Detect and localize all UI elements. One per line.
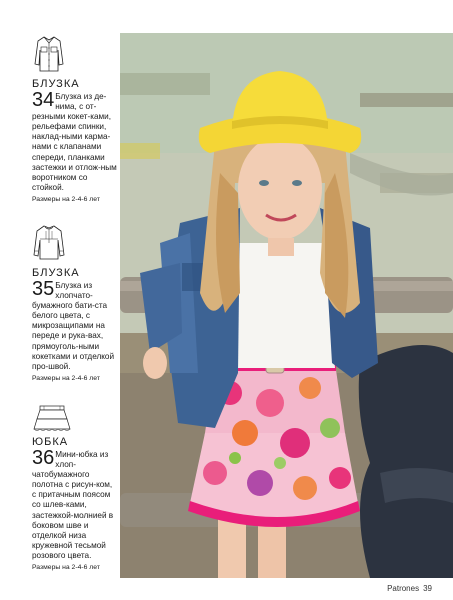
page-number: 39 [423, 584, 432, 593]
item-number: 34 [32, 89, 55, 111]
item-description [32, 89, 118, 193]
item-number: 36 [32, 447, 55, 469]
item-sizes: Размеры на 2-4-6 лет [32, 564, 100, 572]
item-35 [32, 223, 118, 382]
magazine-name: Patrones [387, 584, 420, 593]
sidebar [0, 0, 120, 600]
item-34 [32, 34, 118, 203]
item-description [32, 447, 118, 561]
item-sizes: Размеры на 2-4-6 лет [32, 195, 100, 203]
item-description [32, 278, 118, 372]
item-title: БЛУЗКА [32, 267, 80, 279]
item-text: Блузка из хлопчато-бумажного бати-ста белого цвета, с микрозащипами на переде и рука-вах, прямоуголь-ными кокетками и отделкой про-швой. [32, 281, 115, 371]
item-title: ЮБКА [32, 436, 69, 448]
item-number: 35 [32, 278, 55, 300]
item-text: Мини-юбка из хлоп-чатобумажного полотна с рисун-ком, с притачным поясом со шлев-ками, застежкой-молнией в боковом шве и отделкой низа кружевной тесьмой розового цвета. [32, 450, 114, 560]
item-36 [32, 404, 118, 571]
item-text: Блузка из де-нима, с от-резными кокет-ками, рельефами спинки, наклад-ными карма-нами с клапанами спереди, планками застежки и отлож-ным воротником со стойкой. [32, 92, 117, 192]
girl-in-yellow-hat-photo [120, 33, 453, 578]
blouse-sketch-icon [32, 223, 66, 263]
item-title: БЛУЗКА [32, 78, 80, 90]
shirt-sketch-icon [32, 34, 66, 74]
photo-illustration [120, 33, 453, 578]
skirt-sketch-icon [32, 404, 72, 432]
item-sizes: Размеры на 2-4-6 лет [32, 374, 100, 382]
page-footer [383, 584, 432, 593]
